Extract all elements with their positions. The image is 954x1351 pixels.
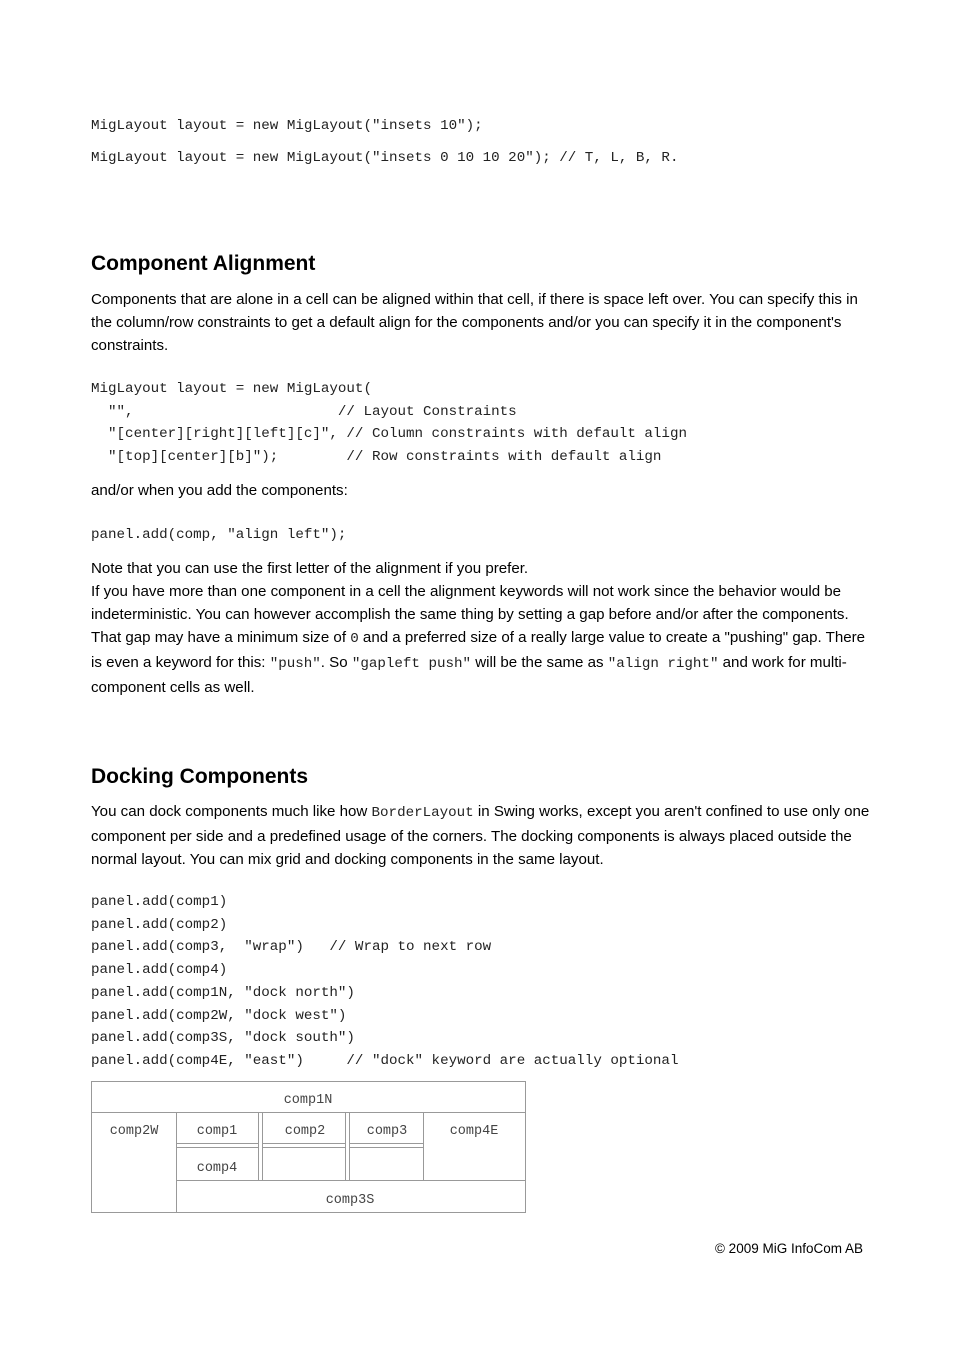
docking-intro-text: You can dock components much like how [91,803,372,820]
alignment-note-push [91,580,871,699]
note-text: will be the same as [471,654,608,671]
inline-code-align-right: "align right" [607,656,719,672]
code-alignment-constraints: MigLayout layout = new MigLayout( "", // Layout Constraints "[center][right][left][c]", // Column constraints with default align "[top][center][b]"); // Row constraints with default align [91,381,687,466]
docking-intro-text: in Swing works, except you aren't confined to use only one component per side and a predefined usage of the corners. The docking components is always placed outside the normal layout. You can mix grid and docking components in the same layout. [91,803,870,868]
docking-layout-diagram [91,1081,526,1213]
note-text: . So [320,654,352,671]
diagram-label-north: comp1N [283,1093,333,1108]
code-insets-trbl: MigLayout layout = new MigLayout("insets 0 10 10 20"); // T, L, B, R. [91,150,679,166]
diagram-label-east: comp4E [449,1124,499,1139]
inline-code-gapleft-push: "gapleft push" [351,656,472,672]
inline-code-push: "push" [269,656,321,672]
heading-component-alignment: Component Alignment [91,252,316,275]
alignment-note-first-letter: Note that you can use the first letter of the alignment if you prefer. [91,560,529,577]
diagram-label-comp2: comp2 [284,1124,326,1139]
note-text: and a preferred size of a really large value to create a "pushing" gap. There is even a keyword for this: [91,629,866,671]
diagram-label-west: comp2W [109,1124,159,1139]
inline-code-borderlayout: BorderLayout [371,805,474,821]
diagram-label-comp4: comp4 [196,1161,238,1176]
diagram-label-comp3: comp3 [366,1124,408,1139]
diagram-label-south: comp3S [325,1193,375,1208]
copyright-footer: © 2009 MiG InfoCom AB [714,1241,863,1256]
note-text: If you have more than one component in a cell the alignment keywords will not work since the behavior would be indeterministic. You can however accomplish the same thing by setting a gap before and/or after the components. That gap may have a minimum size of [91,583,849,646]
alignment-and-or: and/or when you add the components: [91,482,348,499]
code-docking-example: panel.add(comp1) panel.add(comp2) panel.add(comp3, "wrap") // Wrap to next row panel.add(comp4) panel.add(comp1N, "dock north") panel.add(comp2W, "dock west") panel.add(comp3S, "dock south") panel.add(comp4E, "east") // "dock" keyword are actually optional [91,894,679,1069]
note-text: and work for multi-component cells as well. [91,654,847,696]
docking-intro [91,800,871,871]
alignment-intro: Components that are alone in a cell can be aligned within that cell, if there is space left over. You can specify this in the column/row constraints to get a default align for the components and/or you can specify it in the component's constraints. [91,291,858,354]
heading-docking-components: Docking Components [91,765,309,788]
diagram-label-comp1: comp1 [196,1124,238,1139]
code-insets-10: MigLayout layout = new MigLayout("insets 10"); [91,118,483,134]
code-align-left: panel.add(comp, "align left"); [91,527,347,543]
inline-code-zero: 0 [350,631,359,647]
